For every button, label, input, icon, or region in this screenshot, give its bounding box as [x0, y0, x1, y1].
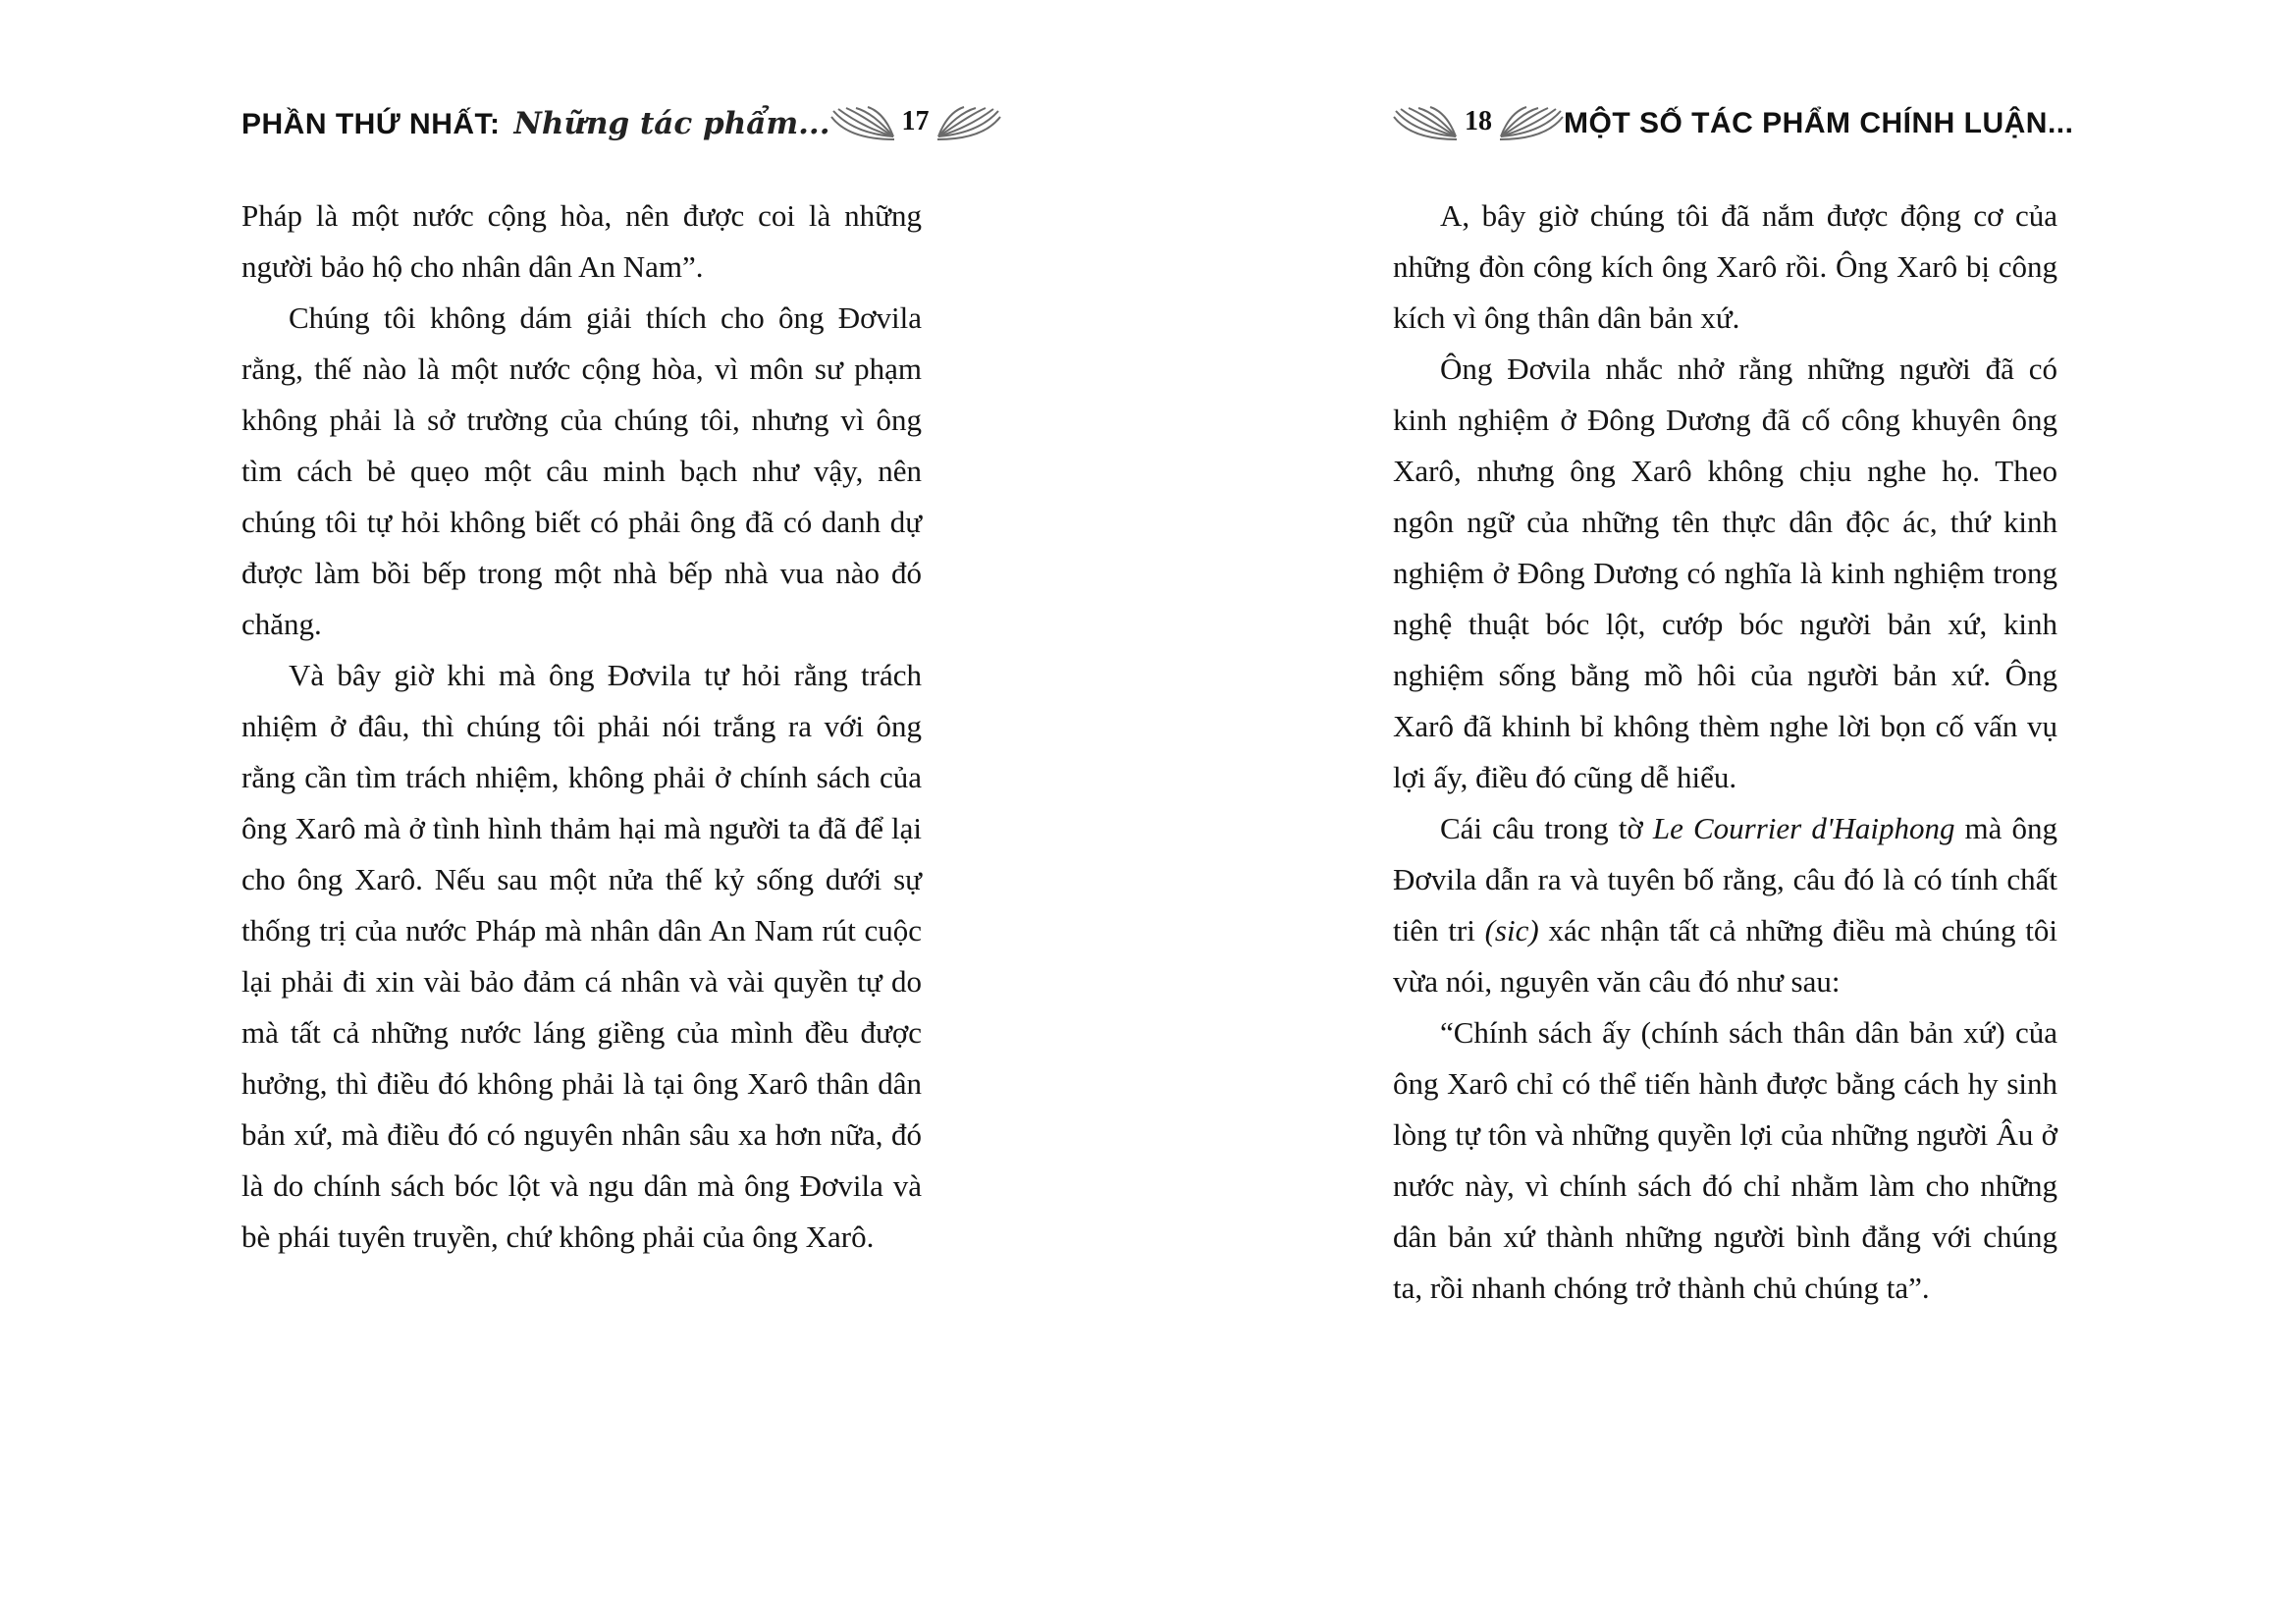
- text-run: Cái câu trong tờ: [1440, 811, 1653, 845]
- page-header-left: [241, 94, 930, 153]
- header-title-group-right: [1564, 107, 2073, 140]
- paragraph: [241, 293, 922, 650]
- section-title: PHẦN THỨ NHẤT:: [241, 108, 501, 140]
- italic-text-run: Le Courrier d'Haiphong: [1652, 811, 1955, 845]
- text-run: xác nhận tất cả những điều mà chúng tôi vừa nói, nguyên văn câu đó như sau:: [1393, 913, 2057, 999]
- chapter-title: MỘT SỐ TÁC PHẨM CHÍNH LUẬN...: [1564, 107, 2074, 139]
- page-number: 18: [1465, 106, 1492, 136]
- page-header-right: [1393, 94, 2074, 153]
- book-pages-right-icon: [936, 106, 1001, 141]
- paragraph: [241, 650, 922, 1263]
- page-body-left: [241, 190, 922, 1263]
- text-run: Chúng tôi không dám giải thích cho ông Đơvila rằng, thế nào là một nước cộng hòa, vì môn sư phạm không phải là sở trường của chúng tôi, nhưng vì ông tìm cách bẻ quẹo một câu minh bạch như vậy, nên chúng tôi tự hỏi không biết có phải ông đã có danh dự được làm bồi bếp trong một nhà bếp nhà vua nào đó chăng.: [241, 300, 922, 641]
- text-run: “Chính sách ấy (chính sách thân dân bản xứ) của ông Xarô chỉ có thể tiến hành được bằng cách hy sinh lòng tự tôn và những quyền lợi của những người Âu ở nước này, vì chính sách đó chỉ nhằm làm cho những dân bản xứ thành những người bình đẳng với chúng ta, rồi nhanh chóng trở thành chủ chúng ta”.: [1393, 1015, 2057, 1305]
- page-right: [1148, 0, 2295, 1624]
- text-run: Ông Đơvila nhắc nhở rằng những người đã có kinh nghiệm ở Đông Dương đã cố công khuyên ông Xarô, nhưng ông Xarô không chịu nghe họ. Theo ngôn ngữ của những tên thực dân độc ác, thứ kinh nghiệm ở Đông Dương có nghĩa là kinh nghiệm trong nghệ thuật bóc lột, cướp bóc người bản xứ, kinh nghiệm sống bằng mồ hôi của người bản xứ. Ông Xarô đã khinh bỉ không thèm nghe lời bọn cố vấn vụ lợi ấy, điều đó cũng dễ hiểu.: [1393, 352, 2057, 794]
- paragraph: [241, 190, 922, 293]
- book-pages-right-icon: [1499, 106, 1564, 141]
- italic-text-run: (sic): [1484, 913, 1539, 947]
- page-body-right: [1393, 190, 2057, 1314]
- text-run: Và bây giờ khi mà ông Đơvila tự hỏi rằng trách nhiệm ở đâu, thì chúng tôi phải nói trắng ra với ông rằng cần tìm trách nhiệm, không phải ở chính sách của ông Xarô mà ở tình hình thảm hại mà người ta đã để lại cho ông Xarô. Nếu sau một nửa thế kỷ sống dưới sự thống trị của nước Pháp mà nhân dân An Nam rút cuộc lại phải đi xin vài bảo đảm cá nhân và vài quyền tự do mà tất cả những nước láng giềng của mình đều được hưởng, thì điều đó không phải là tại ông Xarô thân dân bản xứ, mà điều đó có nguyên nhân sâu xa hơn nữa, đó là do chính sách bóc lột và ngu dân mà ông Đơvila và bè phái tuyên truyền, chứ không phải của ông Xarô.: [241, 658, 922, 1254]
- text-run: mà ông Đơvila dẫn ra và tuyên bố rằng, câu đó là có tính chất tiên tri: [1393, 811, 2058, 947]
- paragraph: [1393, 1007, 2057, 1314]
- page-number: 17: [901, 106, 930, 136]
- page-number-ornament-right: [1393, 106, 1564, 141]
- paragraph: [1393, 344, 2057, 803]
- section-subtitle: Những tác phẩm...: [513, 106, 830, 141]
- book-pages-left-icon: [830, 106, 895, 141]
- book-pages-left-icon: [1393, 106, 1458, 141]
- paragraph: [1393, 190, 2057, 344]
- page-number-ornament-left: [830, 106, 1001, 141]
- text-run: A, bây giờ chúng tôi đã nắm được động cơ của những đòn công kích ông Xarô rồi. Ông Xarô bị công kích vì ông thân dân bản xứ.: [1393, 198, 2057, 335]
- text-run: Pháp là một nước cộng hòa, nên được coi là những người bảo hộ cho nhân dân An Nam”.: [241, 198, 922, 284]
- paragraph: [1393, 803, 2057, 1007]
- header-title-group-left: [241, 106, 830, 141]
